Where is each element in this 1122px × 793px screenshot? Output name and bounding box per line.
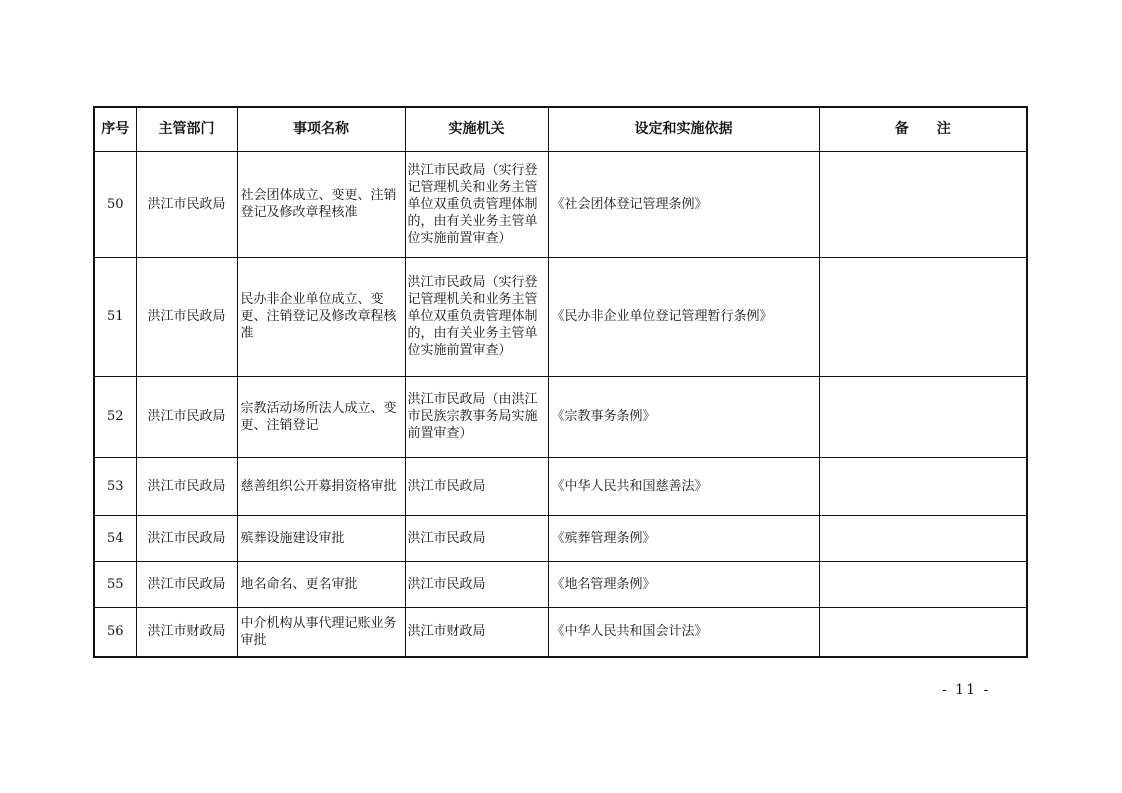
cell-org: 洪江市民政局 — [405, 561, 548, 607]
cell-org: 洪江市财政局 — [405, 607, 548, 657]
cell-item: 民办非企业单位成立、变更、注销登记及修改章程核准 — [237, 257, 405, 376]
table-row — [94, 561, 1027, 607]
cell-basis: 《社会团体登记管理条例》 — [548, 151, 819, 257]
cell-note — [819, 457, 1027, 515]
cell-note — [819, 561, 1027, 607]
cell-org: 洪江市民政局 — [405, 515, 548, 561]
cell-org: 洪江市民政局 — [405, 457, 548, 515]
cell-no: 52 — [94, 376, 136, 457]
table-row — [94, 376, 1027, 457]
header-item: 事项名称 — [237, 107, 405, 151]
cell-basis: 《地名管理条例》 — [548, 561, 819, 607]
table-row — [94, 151, 1027, 257]
header-no: 序号 — [94, 107, 136, 151]
cell-basis: 《中华人民共和国慈善法》 — [548, 457, 819, 515]
cell-dept: 洪江市民政局 — [136, 376, 237, 457]
table-row — [94, 607, 1027, 657]
cell-org: 洪江市民政局（实行登记管理机关和业务主管单位双重负责管理体制的，由有关业务主管单位实施前置审查） — [405, 151, 548, 257]
cell-dept: 洪江市民政局 — [136, 257, 237, 376]
cell-item: 宗教活动场所法人成立、变更、注销登记 — [237, 376, 405, 457]
cell-dept: 洪江市民政局 — [136, 457, 237, 515]
table-row — [94, 257, 1027, 376]
table-header-row — [94, 107, 1027, 151]
header-notes: 备 注 — [819, 107, 1027, 151]
cell-no: 50 — [94, 151, 136, 257]
table-row — [94, 457, 1027, 515]
cell-org: 洪江市民政局（由洪江市民族宗教事务局实施前置审查） — [405, 376, 548, 457]
cell-basis: 《民办非企业单位登记管理暂行条例》 — [548, 257, 819, 376]
cell-item: 地名命名、更名审批 — [237, 561, 405, 607]
cell-note — [819, 607, 1027, 657]
cell-basis: 《宗教事务条例》 — [548, 376, 819, 457]
cell-no: 53 — [94, 457, 136, 515]
cell-note — [819, 515, 1027, 561]
header-dept: 主管部门 — [136, 107, 237, 151]
cell-basis: 《中华人民共和国会计法》 — [548, 607, 819, 657]
cell-dept: 洪江市民政局 — [136, 515, 237, 561]
cell-item: 中介机构从事代理记账业务审批 — [237, 607, 405, 657]
header-org: 实施机关 — [405, 107, 548, 151]
table-row — [94, 515, 1027, 561]
cell-org: 洪江市民政局（实行登记管理机关和业务主管单位双重负责管理体制的，由有关业务主管单位实施前置审查） — [405, 257, 548, 376]
cell-no: 54 — [94, 515, 136, 561]
page-number: - 11 - — [942, 682, 991, 698]
cell-basis: 《殡葬管理条例》 — [548, 515, 819, 561]
cell-dept: 洪江市民政局 — [136, 561, 237, 607]
cell-item: 社会团体成立、变更、注销登记及修改章程核准 — [237, 151, 405, 257]
cell-note — [819, 376, 1027, 457]
cell-item: 殡葬设施建设审批 — [237, 515, 405, 561]
cell-note — [819, 257, 1027, 376]
header-basis: 设定和实施依据 — [548, 107, 819, 151]
cell-note — [819, 151, 1027, 257]
cell-no: 51 — [94, 257, 136, 376]
cell-no: 56 — [94, 607, 136, 657]
approval-items-table — [93, 106, 1028, 658]
cell-dept: 洪江市财政局 — [136, 607, 237, 657]
cell-no: 55 — [94, 561, 136, 607]
cell-item: 慈善组织公开募捐资格审批 — [237, 457, 405, 515]
cell-dept: 洪江市民政局 — [136, 151, 237, 257]
